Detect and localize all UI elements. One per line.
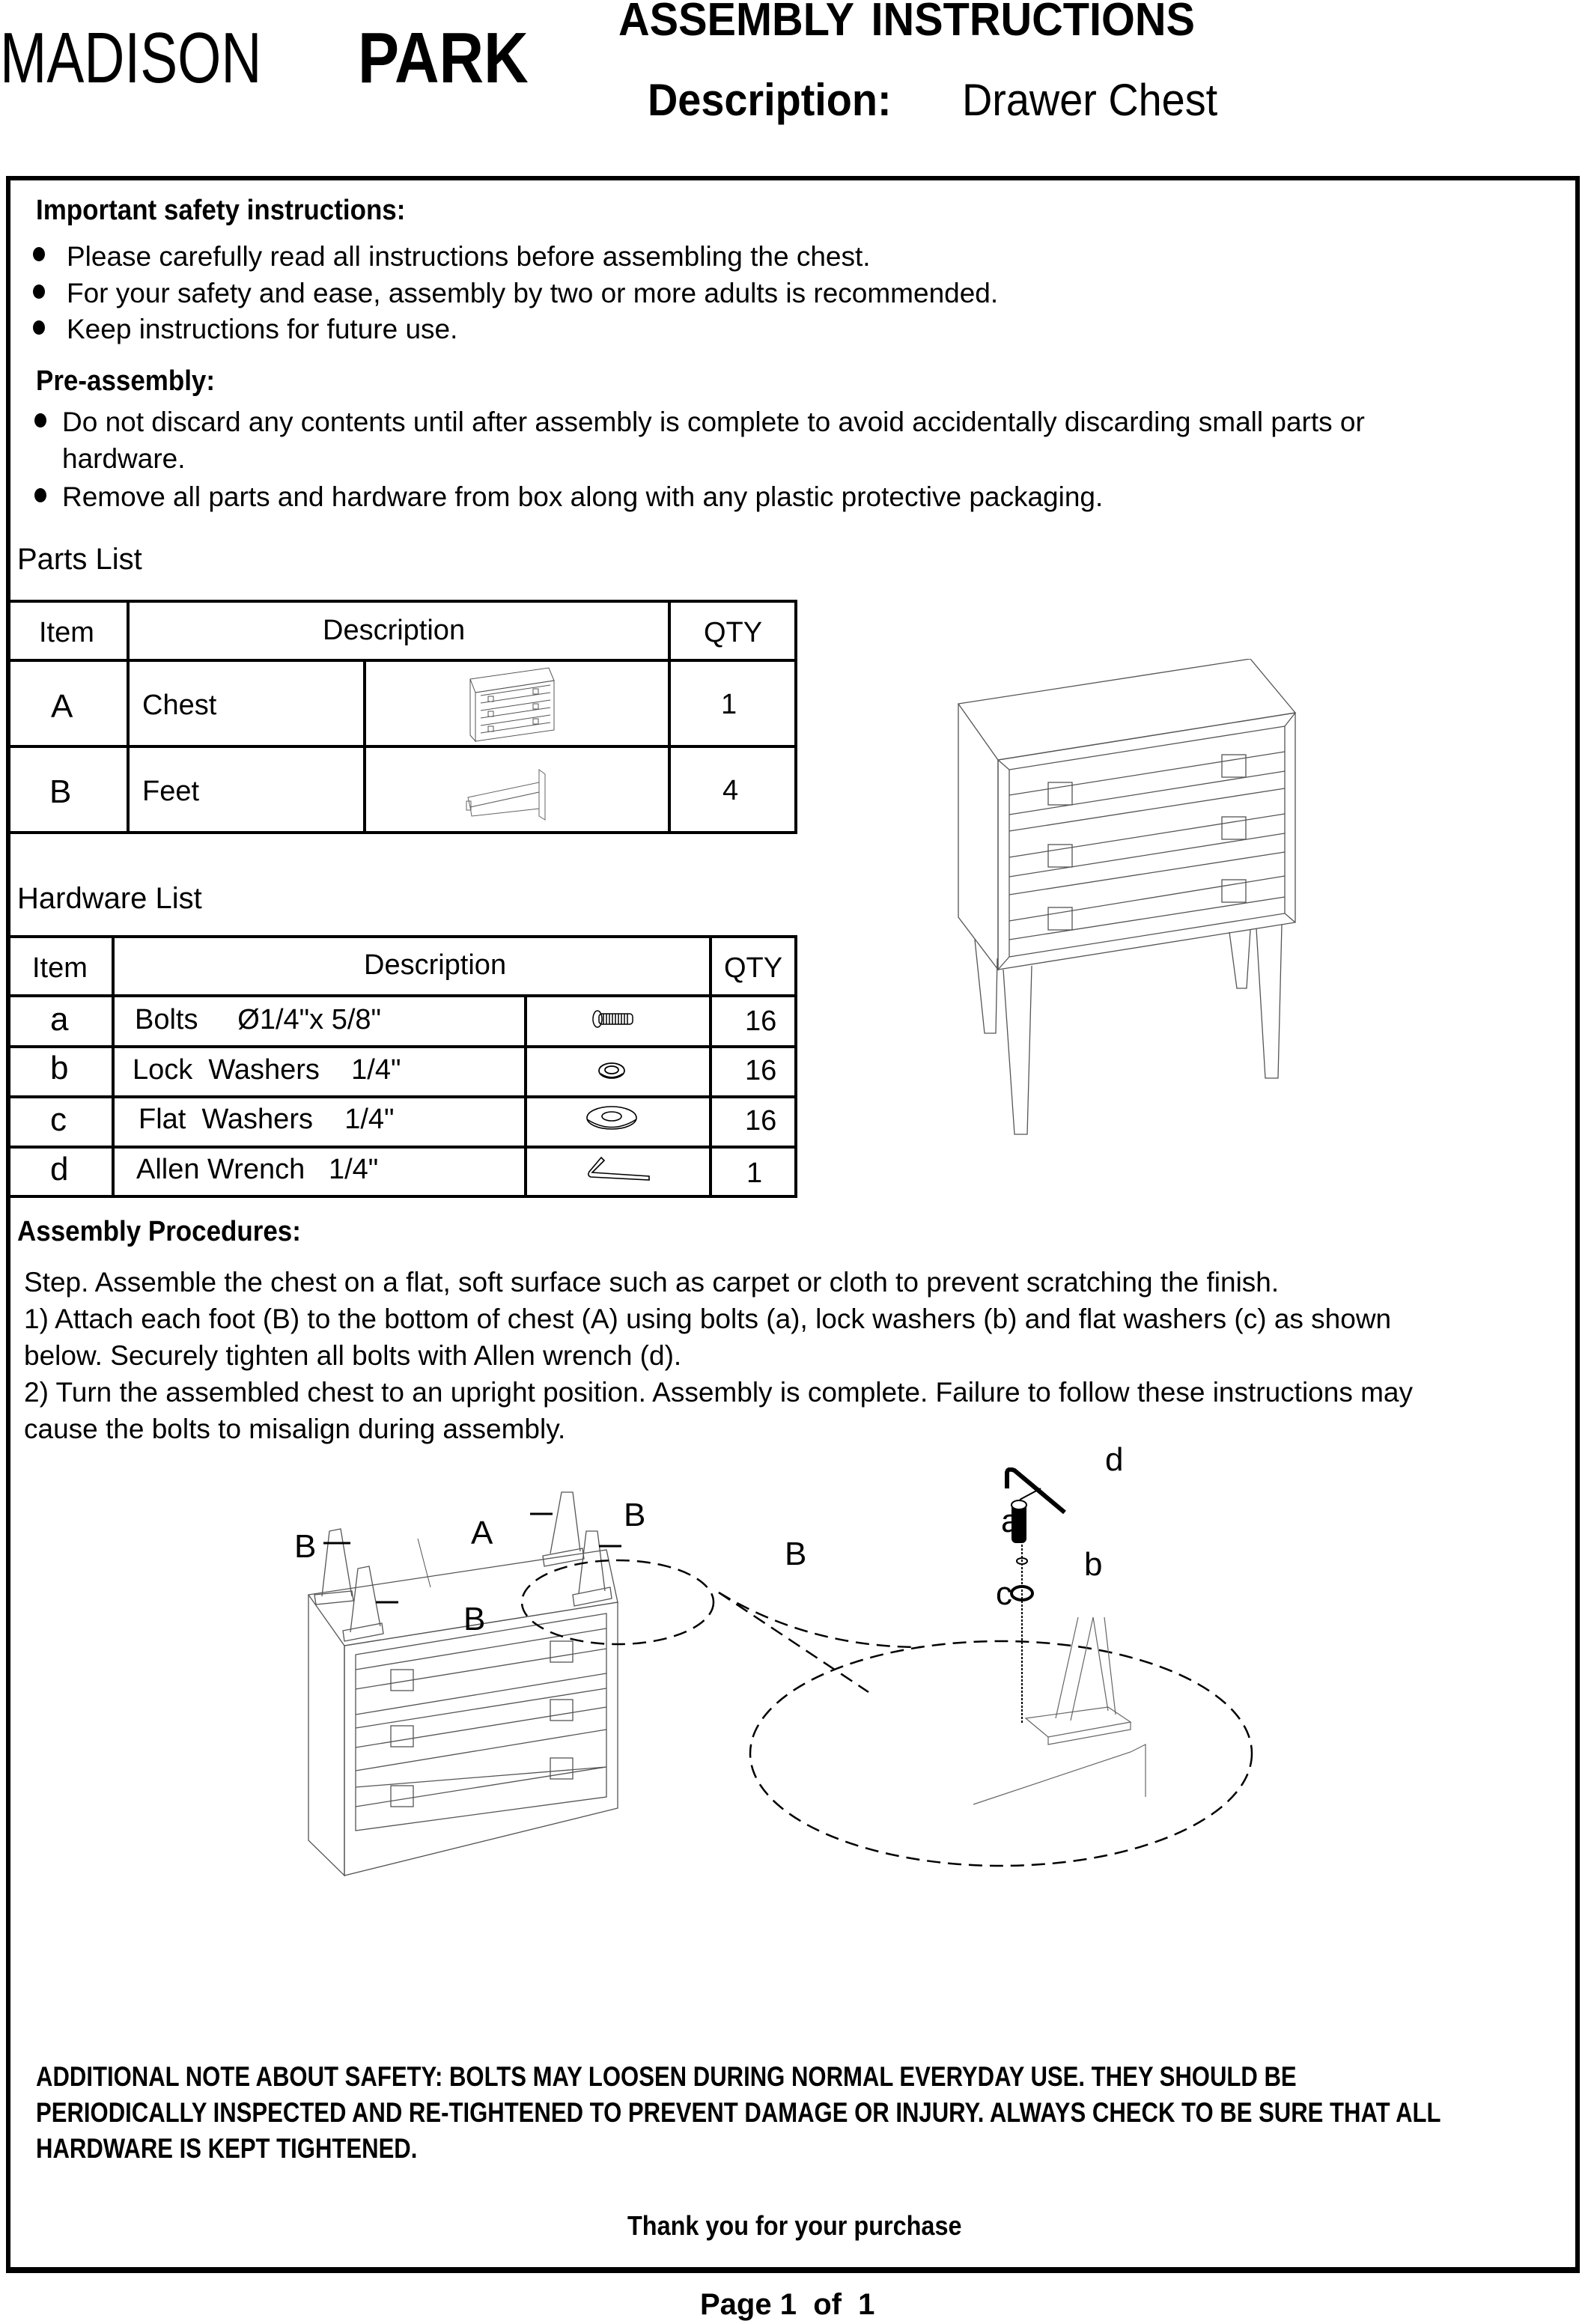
parts-list-title: Parts List	[17, 543, 142, 576]
lock-washer-icon	[596, 1060, 627, 1083]
pre-assembly-heading: Pre-assembly:	[36, 365, 216, 397]
part-qty: 1	[721, 689, 737, 720]
part-qty: 4	[722, 775, 739, 806]
hardware-list-title: Hardware List	[17, 882, 202, 915]
table-border	[668, 600, 671, 834]
assembly-step-line: 1) Attach each foot (B) to the bottom of chest (A) using bolts (a), lock washers (b) and flat washers (c) as shown	[24, 1304, 1392, 1334]
bolt-icon	[591, 1009, 636, 1029]
hardware-item-letter: c	[50, 1101, 67, 1138]
column-header-qty: QTY	[704, 617, 763, 648]
table-border	[7, 1045, 797, 1048]
label-foot: B	[463, 1601, 486, 1637]
bullet-icon	[33, 320, 45, 335]
safety-note-line: PERIODICALLY INSPECTED AND RE-TIGHTENED TO PREVENT DAMAGE OR INJURY. ALWAYS CHECK TO BE SURE THAT ALL	[36, 2097, 1441, 2128]
hardware-description: Flat Washers 1/4"	[139, 1104, 395, 1135]
hardware-description: Lock Washers 1/4"	[133, 1054, 401, 1086]
part-item-letter: B	[49, 773, 72, 810]
hardware-description: Bolts Ø1/4"x 5/8"	[135, 1004, 382, 1035]
label-foot: B	[785, 1536, 807, 1572]
table-border	[7, 1195, 797, 1198]
foot-leg-icon	[464, 764, 562, 824]
label-flat-washer: c	[996, 1575, 1012, 1612]
table-border	[7, 1095, 797, 1098]
description-label: Description:	[648, 75, 892, 125]
assembly-step-line: 2) Turn the assembled chest to an upright position. Assembly is complete. Failure to follow these instructions may	[24, 1377, 1414, 1408]
hardware-item-letter: a	[50, 1001, 69, 1038]
table-border	[363, 659, 366, 834]
assembly-heading: Assembly Procedures:	[17, 1216, 301, 1247]
label-lock-washer: b	[1084, 1546, 1103, 1583]
page-number: Page 1 of 1	[700, 2288, 875, 2321]
label-foot: B	[294, 1528, 317, 1565]
part-item-letter: A	[51, 688, 73, 725]
label-wrench: d	[1105, 1441, 1124, 1478]
part-description: Chest	[142, 690, 217, 721]
brand-logo-park: PARK	[358, 18, 529, 98]
pre-assembly-item: Remove all parts and hardware from box along with any plastic protective packaging.	[62, 481, 1104, 512]
safety-note-line: ADDITIONAL NOTE ABOUT SAFETY: BOLTS MAY LOOSEN DURING NORMAL EVERYDAY USE. THEY SHOULD BE	[36, 2061, 1297, 2092]
safety-item: Please carefully read all instructions before assembling the chest.	[67, 241, 871, 272]
assembled-chest-illustration	[943, 659, 1497, 1198]
hardware-qty: 1	[746, 1158, 763, 1189]
bullet-icon	[33, 285, 45, 299]
safety-item: Keep instructions for future use.	[67, 314, 458, 344]
table-border	[112, 935, 115, 1198]
table-border	[7, 935, 797, 938]
hardware-description: Allen Wrench 1/4"	[136, 1154, 379, 1185]
assembly-step-line: below. Securely tighten all bolts with Allen wrench (d).	[24, 1340, 682, 1371]
label-bolt: a	[1001, 1503, 1020, 1539]
table-border	[7, 994, 797, 997]
label-chest: A	[471, 1515, 493, 1551]
safety-item: For your safety and ease, assembly by two or more adults is recommended.	[67, 278, 999, 308]
pre-assembly-item-continued: hardware.	[62, 443, 186, 474]
table-border	[7, 1146, 797, 1149]
column-header-description: Description	[364, 949, 507, 981]
column-header-description: Description	[323, 615, 466, 646]
safety-note-line: HARDWARE IS KEPT TIGHTENED.	[36, 2133, 418, 2164]
assembly-diagram	[270, 1467, 1363, 1992]
table-border	[794, 600, 797, 834]
table-border	[127, 600, 130, 834]
hardware-qty: 16	[745, 1105, 777, 1137]
assembly-step-line: cause the bolts to misalign during assembly.	[24, 1414, 566, 1444]
hardware-qty: 16	[745, 1055, 777, 1086]
allen-wrench-icon	[586, 1155, 654, 1184]
hardware-qty: 16	[745, 1006, 777, 1037]
safety-heading: Important safety instructions:	[36, 195, 406, 226]
bullet-icon	[34, 488, 46, 502]
bullet-icon	[33, 247, 45, 261]
description-value: Drawer Chest	[962, 75, 1218, 125]
label-foot: B	[624, 1497, 646, 1533]
flat-washer-icon	[585, 1104, 639, 1135]
bullet-icon	[34, 413, 46, 428]
hardware-item-letter: d	[50, 1151, 69, 1187]
column-header-qty: QTY	[724, 952, 783, 984]
part-description: Feet	[142, 776, 200, 807]
column-header-item: Item	[32, 952, 88, 984]
page-title: ASSEMBLY INSTRUCTIONS	[618, 0, 1195, 46]
chest-icon	[463, 664, 560, 746]
brand-logo-madison: MADISON	[0, 18, 262, 98]
table-border	[524, 994, 527, 1198]
assembly-step-line: Step. Assemble the chest on a flat, soft surface such as carpet or cloth to prevent scratching the finish.	[24, 1267, 1280, 1298]
thank-you-message: Thank you for your purchase	[627, 2210, 962, 2241]
hardware-item-letter: b	[50, 1050, 69, 1086]
table-border	[709, 935, 712, 1198]
table-border	[794, 935, 797, 1198]
column-header-item: Item	[39, 617, 94, 648]
pre-assembly-item: Do not discard any contents until after assembly is complete to avoid accidentally discarding small parts or	[62, 407, 1365, 437]
